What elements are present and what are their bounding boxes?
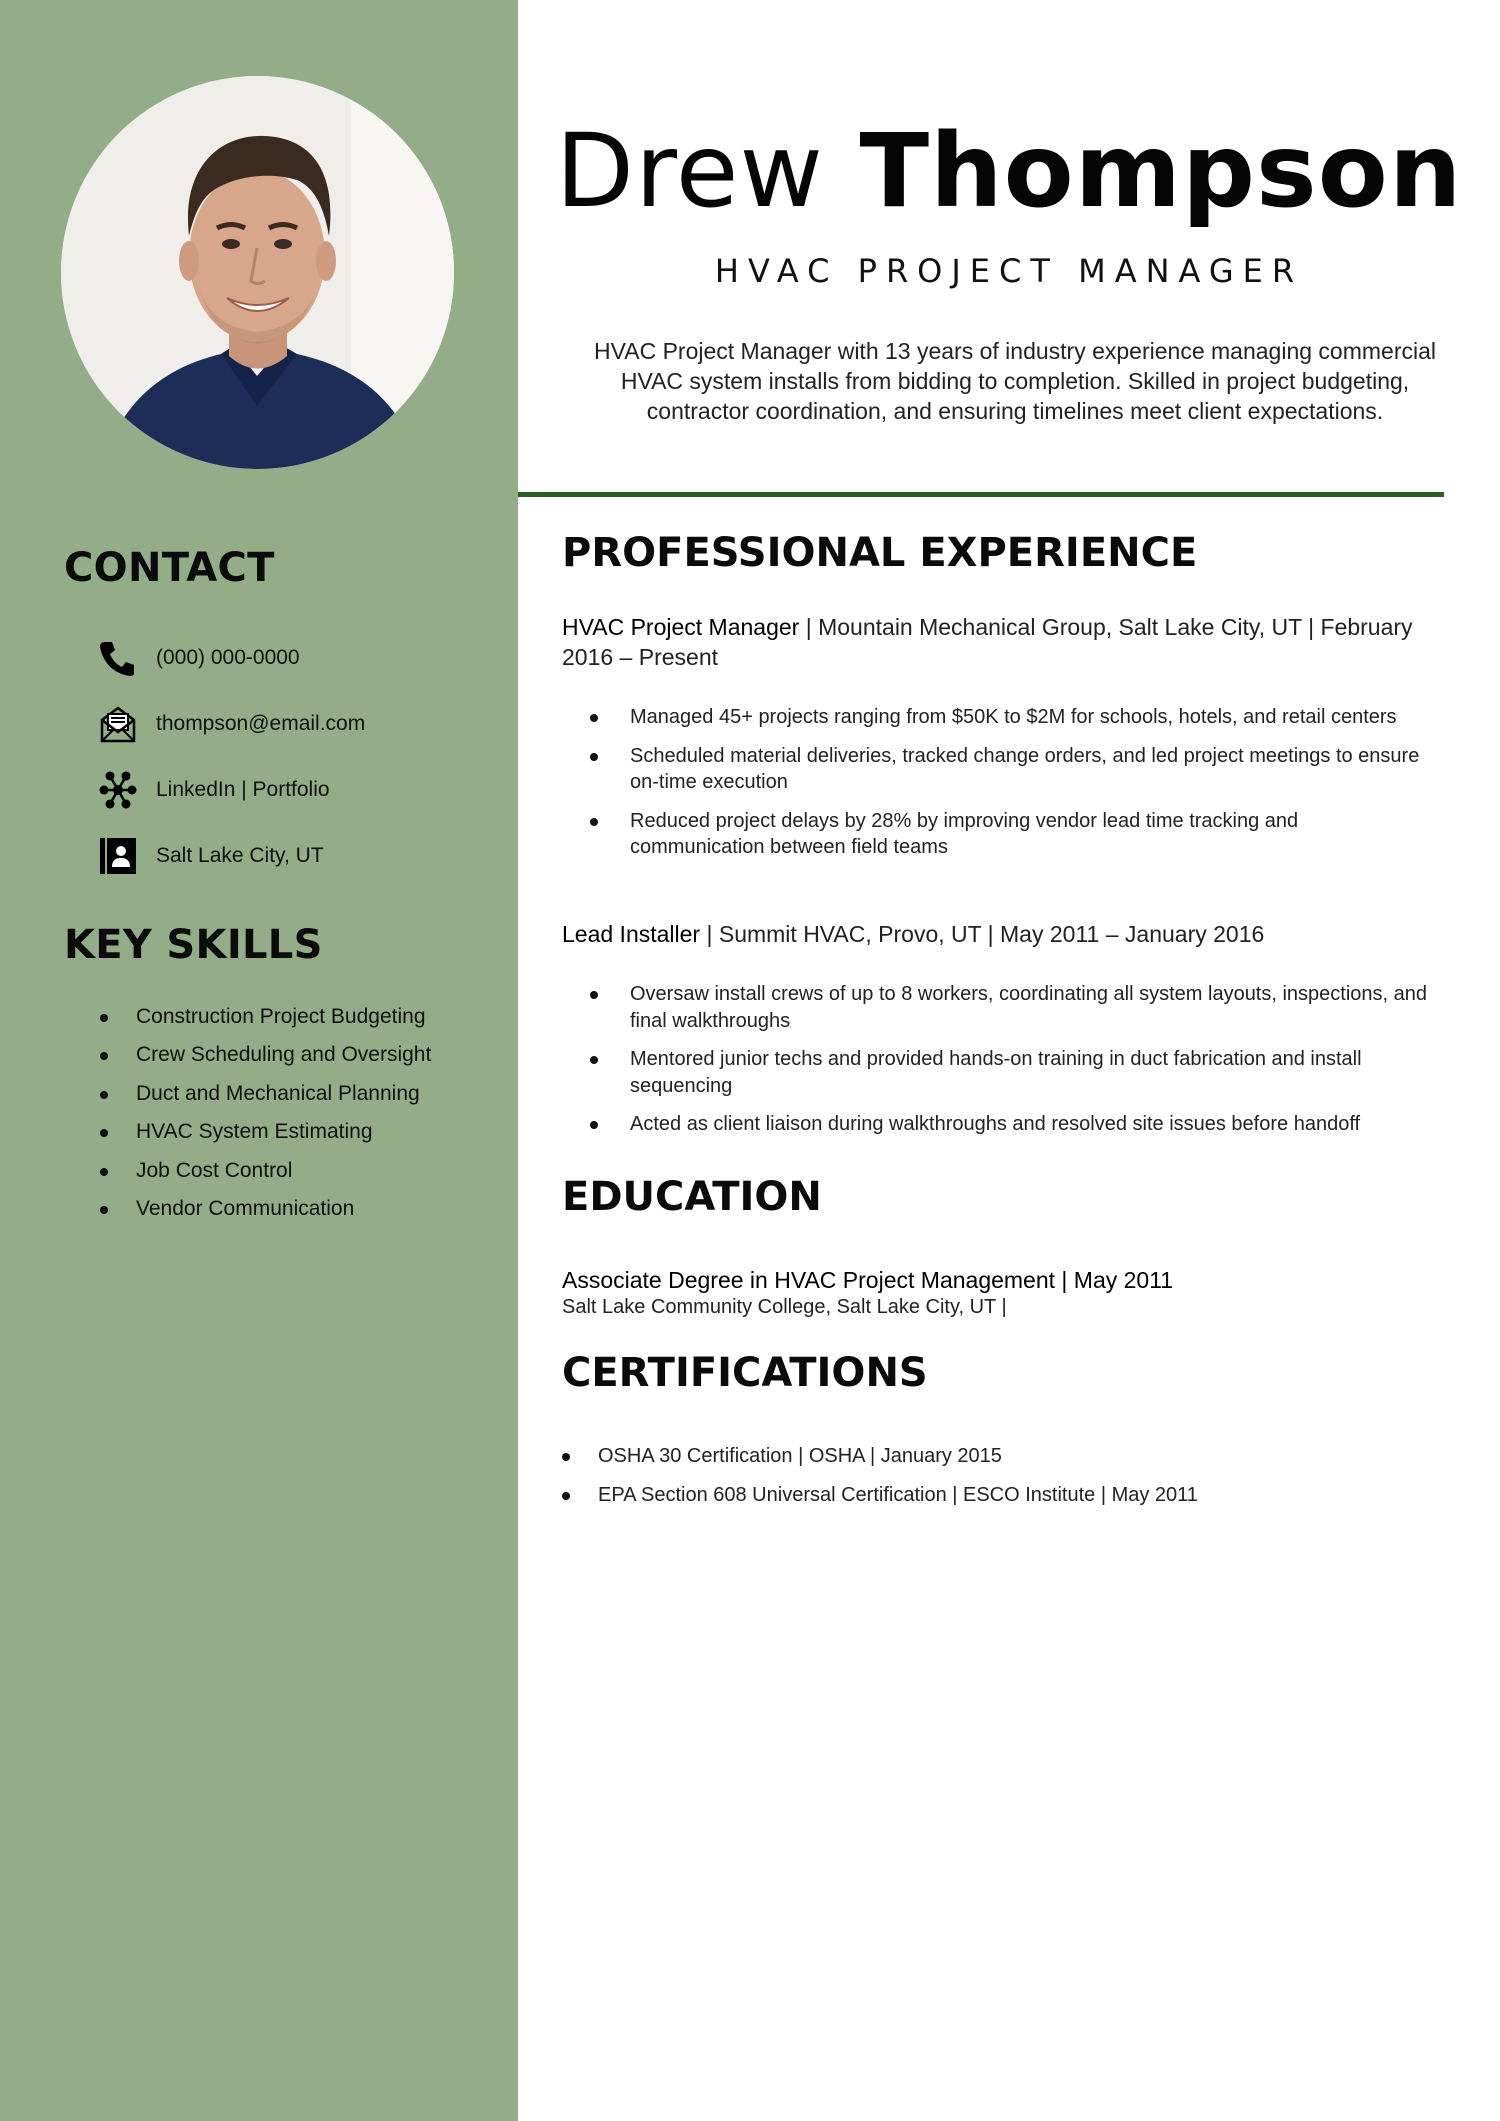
contact-list	[96, 625, 365, 889]
contact-phone	[96, 625, 365, 691]
certification-item: EPA Section 608 Universal Certification | ESCO Institute | May 2011	[562, 1481, 1198, 1520]
job-bullets	[590, 704, 1436, 873]
profile-summary: HVAC Project Manager with 13 years of industry experience managing commercial HVAC system installs from bidding to completion. Skilled in project budgeting, contractor coordination, and ensuring timelines meet client expectations.	[593, 338, 1436, 424]
header-divider	[518, 492, 1444, 497]
job-bullet: Reduced project delays by 28% by improving vendor lead time tracking and communication between field teams	[590, 808, 1436, 861]
phone-icon	[96, 636, 140, 680]
job-bullet: Oversaw install crews of up to 8 workers, coordinating all system layouts, inspections, and final walkthroughs	[590, 981, 1436, 1034]
key-skills-heading: KEY SKILLS	[64, 922, 323, 968]
contact-location	[96, 823, 365, 889]
job-bullet: Mentored junior techs and provided hands-on training in duct fabrication and install sequencing	[590, 1046, 1436, 1099]
skills-list	[96, 1003, 431, 1233]
job-header	[562, 919, 1422, 949]
candidate-name	[518, 112, 1500, 232]
last-name: Thompson	[859, 112, 1463, 231]
contact-phone-text[interactable]: (000) 000-0000	[156, 646, 300, 669]
job-header	[562, 612, 1422, 672]
contact-card-icon	[96, 834, 140, 878]
first-name: Drew	[555, 112, 824, 231]
education-school: Salt Lake Community College, Salt Lake City, UT |	[562, 1296, 1007, 1318]
job-bullet: Scheduled material deliveries, tracked change orders, and led project meetings to ensure on-time execution	[590, 743, 1436, 796]
skill-item: Job Cost Control	[96, 1157, 431, 1195]
education-degree: Associate Degree in HVAC Project Management | May 2011	[562, 1267, 1174, 1293]
experience-heading: PROFESSIONAL EXPERIENCE	[562, 530, 1198, 576]
education-heading: EDUCATION	[562, 1174, 822, 1220]
portrait-image	[61, 76, 454, 469]
job-details: | Summit HVAC, Provo, UT | May 2011 – January 2016	[700, 921, 1265, 947]
job-bullet: Acted as client liaison during walkthroughs and resolved site issues before handoff	[590, 1111, 1436, 1138]
certifications-heading: CERTIFICATIONS	[562, 1350, 928, 1396]
skill-item: HVAC System Estimating	[96, 1118, 431, 1156]
skill-item: Construction Project Budgeting	[96, 1003, 431, 1041]
certifications-list	[562, 1442, 1198, 1519]
job-title: HVAC PROJECT MANAGER	[714, 252, 1304, 290]
job-role: Lead Installer	[562, 921, 701, 947]
sidebar	[0, 0, 518, 2121]
contact-heading: CONTACT	[64, 545, 275, 591]
skill-item: Duct and Mechanical Planning	[96, 1080, 431, 1118]
contact-email-text[interactable]: thompson@email.com	[156, 712, 366, 735]
job-role: HVAC Project Manager	[562, 614, 800, 640]
contact-links-text[interactable]: LinkedIn | Portfolio	[156, 778, 330, 801]
profile-photo	[61, 76, 454, 469]
job-details: | Mountain Mechanical Group, Salt Lake City, UT | February 2016 – Present	[562, 614, 1413, 670]
certification-item: OSHA 30 Certification | OSHA | January 2015	[562, 1442, 1198, 1481]
contact-email	[96, 691, 365, 757]
contact-links	[96, 757, 365, 823]
network-icon	[96, 768, 140, 812]
envelope-icon	[96, 702, 140, 746]
contact-location-text: Salt Lake City, UT	[156, 844, 324, 867]
skill-item: Crew Scheduling and Oversight	[96, 1041, 431, 1079]
job-bullets	[590, 981, 1436, 1150]
skill-item: Vendor Communication	[96, 1195, 431, 1233]
job-bullet: Managed 45+ projects ranging from $50K to $2M for schools, hotels, and retail centers	[590, 704, 1436, 731]
